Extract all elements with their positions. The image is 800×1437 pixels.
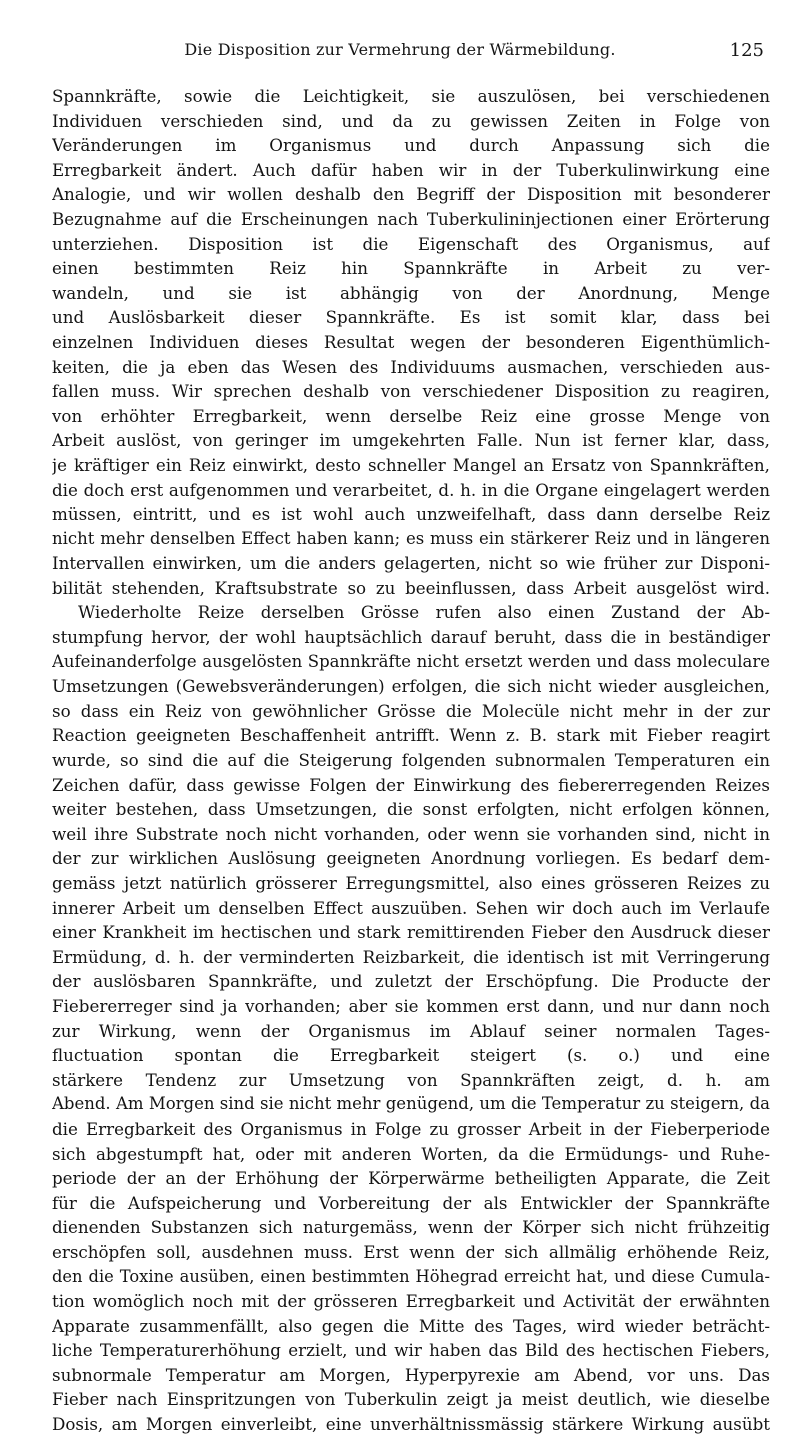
text-line: stumpfung hervor, der wohl hauptsächlich darauf beruht, dass die in beständiger <box>52 627 770 648</box>
text-line: keiten, die ja eben das Wesen des Individuums ausmachen, verschieden aus- <box>52 356 770 377</box>
text-line: tion womöglich noch mit der grösseren Erregbarkeit und Activität der erwähnten <box>52 1291 770 1312</box>
text-line: periode der an der Erhöhung der Körperwärme betheiligten Apparate, die Zeit <box>52 1168 770 1189</box>
text-line: Aufeinanderfolge ausgelösten Spannkräfte nicht ersetzt werden und dass moleculare <box>52 651 770 671</box>
text-line: einer Krankheit im hectischen und stark remittirenden Fieber den Ausdruck dieser <box>52 922 770 943</box>
text-line: Fieber nach Einspritzungen von Tuberkulin zeigt ja meist deutlich, wie dieselbe <box>52 1389 770 1410</box>
text-line: stärkere Tendenz zur Umsetzung von Spannkräften zeigt, d. h. am <box>52 1069 770 1090</box>
text-line: den die Toxine ausüben, einen bestimmten Höhegrad erreicht hat, und diese Cumula- <box>52 1266 770 1286</box>
text-line: zur Wirkung, wenn der Organismus im Ablauf seiner normalen Tages- <box>52 1020 770 1041</box>
text-line: sich abgestumpft hat, oder mit anderen Worten, da die Ermüdungs- und Ruhe- <box>52 1143 770 1164</box>
text-line: unterziehen. Disposition ist die Eigenschaft des Organismus, auf <box>52 233 770 254</box>
text-line: Abend. Am Morgen sind sie nicht mehr genügend, um die Temperatur zu steigern, da <box>52 1094 770 1114</box>
text-line: Wiederholte Reize derselben Grösse rufen also einen Zustand der Ab- <box>78 602 770 623</box>
text-line: Spannkräfte, sowie die Leichtigkeit, sie auszulösen, bei verschiedenen <box>52 86 770 106</box>
running-title: Die Disposition zur Vermehrung der Wärmebildung. <box>184 40 616 59</box>
text-line: Veränderungen im Organismus und durch Anpassung sich die <box>52 135 770 156</box>
text-line: subnormale Temperatur am Morgen, Hyperpyrexie am Abend, vor uns. Das <box>52 1364 770 1385</box>
text-line: fluctuation spontan die Erregbarkeit steigert (s. o.) und eine <box>52 1045 770 1066</box>
text-line: erschöpfen soll, ausdehnen muss. Erst wenn der sich allmälig erhöhende Reiz, <box>52 1241 770 1262</box>
text-line: Dosis, am Morgen einverleibt, eine unverhältnissmässig stärkere Wirkung ausübt <box>52 1414 770 1435</box>
text-line: Intervallen einwirken, um die anders gelagerten, nicht so wie früher zur Disponi- <box>52 553 770 574</box>
text-line: so dass ein Reiz von gewöhnlicher Grösse die Molecüle nicht mehr in der zur <box>52 700 770 721</box>
text-line: und Auslösbarkeit dieser Spannkräfte. Es ist somit klar, dass bei <box>52 307 770 328</box>
text-line: Analogie, und wir wollen deshalb den Begriff der Disposition mit besonderer <box>52 184 770 205</box>
page-header <box>0 40 800 68</box>
text-line: Reaction geeigneten Beschaffenheit antrifft. Wenn z. B. stark mit Fieber reagirt <box>52 725 770 746</box>
text-line: Individuen verschieden sind, und da zu gewissen Zeiten in Folge von <box>52 110 770 131</box>
text-line: Bezugnahme auf die Erscheinungen nach Tuberkulininjectionen einer Erörterung <box>52 208 770 229</box>
text-line: nicht mehr denselben Effect haben kann; es muss ein stärkerer Reiz und in längeren <box>52 528 770 548</box>
text-line: müssen, eintritt, und es ist wohl auch unzweifelhaft, dass dann derselbe Reiz <box>52 504 770 525</box>
text-line: Zeichen dafür, dass gewisse Folgen der Einwirkung des fiebererregenden Reizes <box>52 774 770 795</box>
text-line: Umsetzungen (Gewebsveränderungen) erfolgen, die sich nicht wieder ausgleichen, <box>52 676 770 697</box>
text-line: Apparate zusammenfällt, also gegen die Mitte des Tages, wird wieder beträcht- <box>52 1315 770 1336</box>
text-line: Erregbarkeit ändert. Auch dafür haben wir in der Tuberkulinwirkung eine <box>52 159 770 180</box>
text-line: für die Aufspeicherung und Vorbereitung der als Entwickler der Spannkräfte <box>52 1192 770 1213</box>
text-line: Ermüdung, d. h. der verminderten Reizbarkeit, die identisch ist mit Verringerung <box>52 946 770 967</box>
text-line: gemäss jetzt natürlich grösserer Erregungsmittel, also eines grösseren Reizes zu <box>52 873 770 893</box>
text-line: weil ihre Substrate noch nicht vorhanden, oder wenn sie vorhanden sind, nicht in <box>52 823 770 844</box>
text-line: von erhöhter Erregbarkeit, wenn derselbe Reiz eine grosse Menge von <box>52 405 770 426</box>
text-line: die Erregbarkeit des Organismus in Folge zu grosser Arbeit in der Fieberperiode <box>52 1118 770 1139</box>
text-line: der auslösbaren Spannkräfte, und zuletzt der Erschöpfung. Die Producte der <box>52 971 770 992</box>
text-line: wandeln, und sie ist abhängig von der Anordnung, Menge <box>52 282 770 303</box>
text-line: innerer Arbeit um denselben Effect auszuüben. Sehen wir doch auch im Verlaufe <box>52 897 770 918</box>
text-line: liche Temperaturerhöhung erzielt, und wir haben das Bild des hectischen Fiebers, <box>52 1340 770 1361</box>
text-line: wurde, so sind die auf die Steigerung folgenden subnormalen Temperaturen ein <box>52 750 770 771</box>
body-text <box>52 84 770 1437</box>
text-line: weiter bestehen, dass Umsetzungen, die sonst erfolgten, nicht erfolgen können, <box>52 799 770 820</box>
text-line: einen bestimmten Reiz hin Spannkräfte in Arbeit zu ver- <box>52 258 770 279</box>
text-line: je kräftiger ein Reiz einwirkt, desto schneller Mangel an Ersatz von Spannkräften, <box>52 454 770 475</box>
text-line: bilität stehenden, Kraftsubstrate so zu beeinflussen, dass Arbeit ausgelöst wird. <box>52 577 770 598</box>
text-line: einzelnen Individuen dieses Resultat wegen der besonderen Eigenthümlich- <box>52 331 770 352</box>
text-line: Arbeit auslöst, von geringer im umgekehrten Falle. Nun ist ferner klar, dass, <box>52 430 770 451</box>
text-line: der zur wirklichen Auslösung geeigneten Anordnung vorliegen. Es bedarf dem- <box>52 848 770 869</box>
text-line: fallen muss. Wir sprechen deshalb von verschiedener Disposition zu reagiren, <box>52 381 770 402</box>
text-line: die doch erst aufgenommen und verarbeitet, d. h. in die Organe eingelagert werden <box>52 479 770 500</box>
text-line: Fiebererreger sind ja vorhanden; aber sie kommen erst dann, und nur dann noch <box>52 995 770 1016</box>
text-line: dienenden Substanzen sich naturgemäss, wenn der Körper sich nicht frühzeitig <box>52 1217 770 1238</box>
page-number: 125 <box>729 40 764 61</box>
